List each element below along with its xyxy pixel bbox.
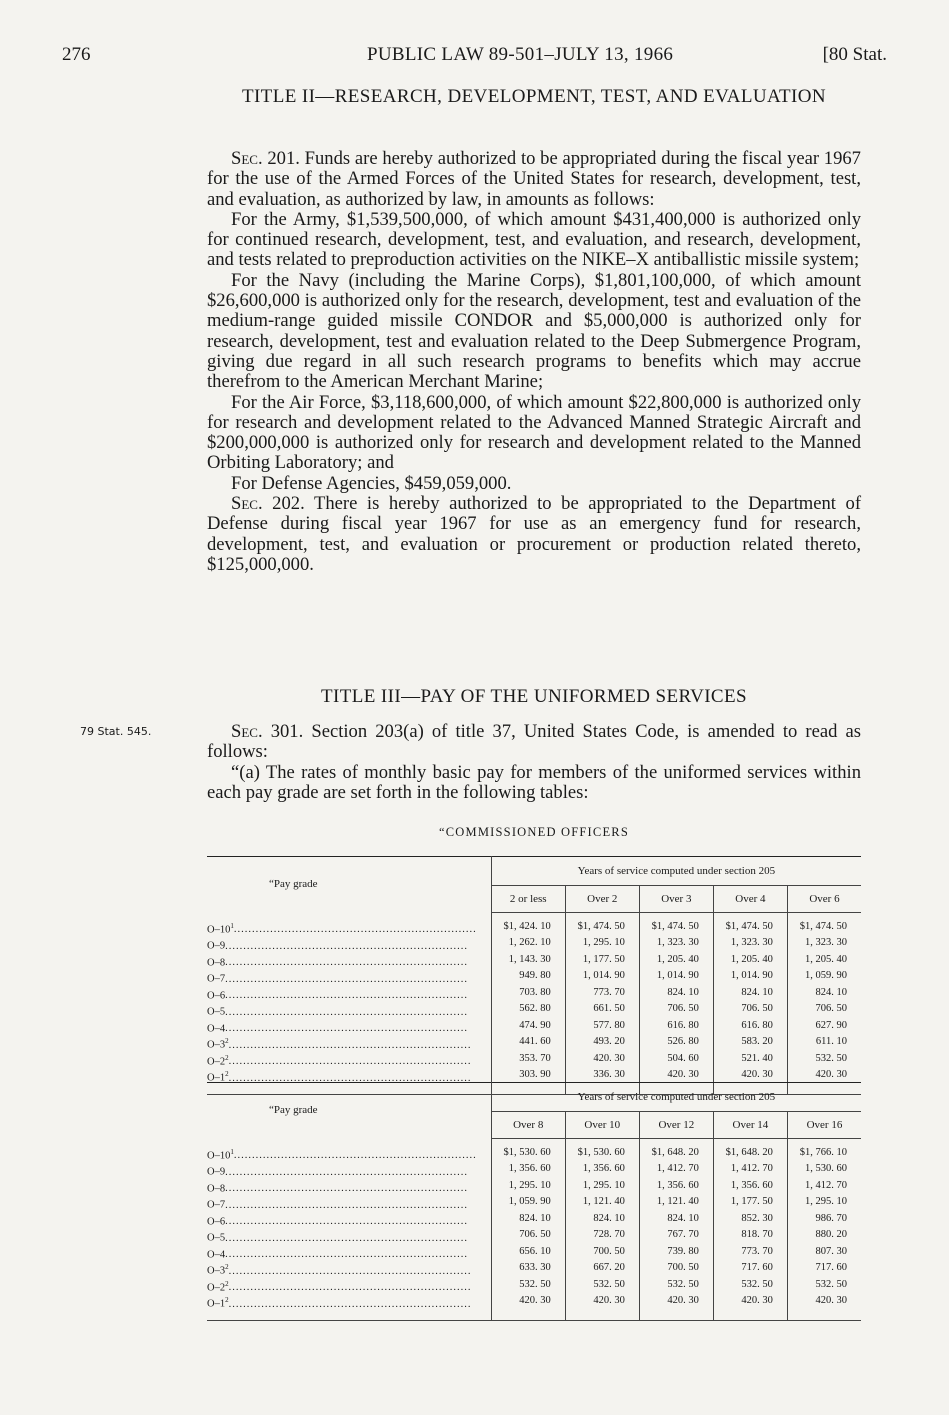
pay-value-cell: 1, 014. 90 [565, 969, 639, 986]
footnote-mark: 2 [225, 1070, 229, 1078]
pay-value-cell: 1, 295. 10 [565, 936, 639, 953]
sec-202 [207, 494, 861, 575]
pay-value-cell: 1, 205. 40 [713, 953, 787, 970]
pay-value-cell: $1, 424. 10 [491, 913, 565, 937]
pay-grade-cell: $O-1^2$ ..... [207, 1294, 491, 1320]
dot-leader [225, 1183, 468, 1194]
table-row [207, 936, 861, 953]
pay-value-cell: 717. 60 [787, 1261, 861, 1278]
pay-grade-cell: O–4 ..... [207, 1245, 491, 1262]
pay-value-cell: 303. 90 [491, 1068, 565, 1094]
table-row [207, 1052, 861, 1069]
footnote-mark: 2 [225, 1263, 229, 1271]
footnote-mark: 2 [225, 1053, 229, 1062]
pay-value-cell: 1, 356. 60 [713, 1179, 787, 1196]
sec-201-intro [207, 149, 861, 210]
sec-202-text: There is hereby authorized to be appropriated to the Department of Defense during fiscal year 1967 for use as an emergency fund for research, development, test, and evaluation or procurement or production related thereto, $125,000,000. [207, 493, 862, 575]
margin-note: 79 Stat. 545. [80, 725, 152, 738]
pay-value-cell: 767. 70 [639, 1228, 713, 1245]
pay-grade-cell: $O-3^2$ ..... [207, 1261, 491, 1278]
pay-value-cell: 1, 323. 30 [787, 936, 861, 953]
pay-grade-cell: $O-2^2$ ..... [207, 1052, 491, 1069]
pay-value-cell: 521. 40 [713, 1052, 787, 1069]
dot-leader [234, 924, 477, 935]
dot-leader [225, 990, 468, 1001]
pay-value-cell: 1, 356. 60 [565, 1162, 639, 1179]
sec-301-quote: “(a) The rates of monthly basic pay for members of the uniformed services within each pay grade are set forth in the following tables: [207, 761, 861, 803]
pay-value-cell: 532. 50 [713, 1278, 787, 1295]
pay-value-cell: 700. 50 [639, 1261, 713, 1278]
pay-value-cell: $1, 648. 20 [713, 1139, 787, 1163]
pay-grade-cell: $O-1^2$ ..... [207, 1068, 491, 1094]
pay-value-cell: 818. 70 [713, 1228, 787, 1245]
dot-leader [225, 974, 468, 985]
title-ii-block [207, 86, 861, 108]
table-row [207, 1035, 861, 1052]
pay-value-cell: 504. 60 [639, 1052, 713, 1069]
column-header: Over 12 [639, 1112, 713, 1139]
header-stat: [80 Stat. [822, 44, 887, 65]
dot-leader [225, 1007, 468, 1018]
pay-grade-cell: O–6 ..... [207, 986, 491, 1003]
column-header: Over 3 [639, 886, 713, 913]
table-row [207, 1294, 861, 1320]
pay-value-cell: 807. 30 [787, 1245, 861, 1262]
table-row [207, 1162, 861, 1179]
pay-value-cell: 1, 121. 40 [565, 1195, 639, 1212]
pay-grade-cell: O–6 ..... [207, 1212, 491, 1229]
pay-value-cell: 1, 014. 90 [713, 969, 787, 986]
pay-value-cell: 824. 10 [491, 1212, 565, 1229]
table-row [207, 1195, 861, 1212]
pay-value-cell: 627. 90 [787, 1019, 861, 1036]
pay-value-cell: 1, 323. 30 [639, 936, 713, 953]
pay-value-cell: 1, 059. 90 [787, 969, 861, 986]
title-iii-heading: TITLE III—PAY OF THE UNIFORMED SERVICES [321, 686, 747, 707]
pay-value-cell: 824. 10 [565, 1212, 639, 1229]
pay-value-cell: 717. 60 [713, 1261, 787, 1278]
pay-value-cell: $1, 474. 50 [787, 913, 861, 937]
pay-value-cell: 1, 143. 30 [491, 953, 565, 970]
pay-value-cell: 616. 80 [639, 1019, 713, 1036]
pay-value-cell: 703. 80 [491, 986, 565, 1003]
title-iii-block [207, 686, 861, 708]
pay-value-cell: 420. 30 [713, 1294, 787, 1320]
pay-value-cell: 880. 20 [787, 1228, 861, 1245]
pay-value-cell: 949. 80 [491, 969, 565, 986]
pay-value-cell: 532. 50 [639, 1278, 713, 1295]
dot-leader [225, 1216, 468, 1227]
pay-grade-cell: O–9 ..... [207, 1162, 491, 1179]
pay-value-cell: 1, 177. 50 [565, 953, 639, 970]
dot-leader [225, 941, 468, 952]
column-header: Over 4 [713, 886, 787, 913]
pay-grade-header: “Pay grade [207, 1083, 491, 1139]
dot-leader [229, 1282, 472, 1293]
pay-value-cell: 420. 30 [713, 1068, 787, 1094]
pay-grade-cell: O–4 ..... [207, 1019, 491, 1036]
pay-value-cell: 773. 70 [565, 986, 639, 1003]
pay-value-cell: 1, 412. 70 [713, 1162, 787, 1179]
pay-value-cell: 1, 356. 60 [639, 1179, 713, 1196]
footnote-mark: 2 [225, 1296, 229, 1304]
table-caption: “COMMISSIONED OFFICERS [439, 825, 629, 839]
sec-201 [207, 149, 861, 575]
sec-201-air-force: For the Air Force, $3,118,600,000, of which amount $22,800,000 is authorized only for research and development related to the Advanced Manned Strategic Aircraft and $200,000,000 is authorized only for research and development related to the Manned Orbiting Laboratory; and [207, 391, 861, 474]
pay-value-cell: 728. 70 [565, 1228, 639, 1245]
table-row [207, 1179, 861, 1196]
pay-value-cell: 611. 10 [787, 1035, 861, 1052]
pay-grade-cell: O–5 ..... [207, 1002, 491, 1019]
column-header: Over 2 [565, 886, 639, 913]
pay-value-cell: 577. 80 [565, 1019, 639, 1036]
footnote-mark: 2 [225, 1037, 229, 1045]
pay-value-cell: 583. 20 [713, 1035, 787, 1052]
pay-value-cell: 420. 30 [565, 1294, 639, 1320]
pay-value-cell: $1, 530. 60 [565, 1139, 639, 1163]
table-row [207, 953, 861, 970]
pay-value-cell: 706. 50 [787, 1002, 861, 1019]
pay-value-cell: 824. 10 [639, 986, 713, 1003]
sec-201-defense: For Defense Agencies, $459,059,000. [231, 472, 512, 494]
years-of-service-header: Years of service computed under section 205 [491, 1083, 861, 1112]
sec-201-army: For the Army, $1,539,500,000, of which amount $431,400,000 is authorized only for continued research, development, test, and evaluation, and research, development, and tests related to preproduction activities on the NIKE–X antiballistic missile system; [207, 208, 861, 271]
pay-value-cell: 420. 30 [491, 1294, 565, 1320]
column-header: Over 10 [565, 1112, 639, 1139]
running-header [62, 44, 887, 72]
footnote-mark: 1 [230, 921, 234, 930]
column-header: 2 or less [491, 886, 565, 913]
pay-value-cell: $1, 766. 10 [787, 1139, 861, 1163]
pay-grade-cell: O–7 ..... [207, 1195, 491, 1212]
pay-value-cell: 706. 50 [491, 1228, 565, 1245]
dot-leader [225, 1200, 468, 1211]
table-row [207, 913, 861, 937]
dot-leader [225, 1249, 468, 1260]
pay-value-cell: 700. 50 [565, 1245, 639, 1262]
pay-value-cell: 493. 20 [565, 1035, 639, 1052]
years-of-service-header: Years of service computed under section 205 [491, 857, 861, 886]
pay-value-cell: 852. 30 [713, 1212, 787, 1229]
pay-value-cell: $1, 474. 50 [565, 913, 639, 937]
column-header: Over 8 [491, 1112, 565, 1139]
dot-leader [225, 1023, 468, 1034]
dot-leader [234, 1150, 477, 1161]
pay-value-cell: 532. 50 [787, 1052, 861, 1069]
table-row [207, 1228, 861, 1245]
pay-grade-cell: $O-10^1$ ..... [207, 913, 491, 937]
table-row [207, 969, 861, 986]
pay-value-cell: 420. 30 [787, 1294, 861, 1320]
dot-leader [229, 1040, 472, 1051]
sec-301-label: Sec. 301. [231, 721, 304, 742]
footnote-mark: 2 [225, 1279, 229, 1288]
pay-table-2 [207, 1082, 861, 1321]
pay-grade-cell: O–9 ..... [207, 936, 491, 953]
pay-value-cell: 706. 50 [713, 1002, 787, 1019]
dot-leader [229, 1056, 472, 1067]
table-row [207, 1002, 861, 1019]
pay-grade-cell: $O-3^2$ ..... [207, 1035, 491, 1052]
pay-value-cell: 667. 20 [565, 1261, 639, 1278]
footnote-mark: 1 [230, 1147, 234, 1156]
pay-grade-cell: O–5 ..... [207, 1228, 491, 1245]
pay-value-cell: 474. 90 [491, 1019, 565, 1036]
sec-201-text: Funds are hereby authorized to be appropriated during the fiscal year 1967 for the use of the Armed Forces of the United States for research, development, test, and evaluation, as authorized by law, in amounts as follows: [207, 148, 861, 210]
dot-leader [225, 1167, 468, 1178]
pay-value-cell: 1, 121. 40 [639, 1195, 713, 1212]
column-header: Over 16 [787, 1112, 861, 1139]
pay-value-cell: 1, 014. 90 [639, 969, 713, 986]
pay-value-cell: 336. 30 [565, 1068, 639, 1094]
pay-value-cell: 1, 295. 10 [491, 1179, 565, 1196]
pay-value-cell: 1, 295. 10 [787, 1195, 861, 1212]
pay-value-cell: 1, 295. 10 [565, 1179, 639, 1196]
pay-grade-cell: O–8 ..... [207, 953, 491, 970]
pay-grade-cell: $O-10^1$ ..... [207, 1139, 491, 1163]
pay-value-cell: $1, 474. 50 [713, 913, 787, 937]
column-header: Over 6 [787, 886, 861, 913]
pay-value-cell: 1, 530. 60 [787, 1162, 861, 1179]
pay-value-cell: 633. 30 [491, 1261, 565, 1278]
title-ii-heading: TITLE II—RESEARCH, DEVELOPMENT, TEST, AND EVALUATION [241, 86, 827, 107]
pay-value-cell: 824. 10 [787, 986, 861, 1003]
sec-201-label: Sec. 201. [231, 148, 300, 169]
table-row [207, 986, 861, 1003]
pay-value-cell: 441. 60 [491, 1035, 565, 1052]
pay-value-cell: 1, 205. 40 [639, 953, 713, 970]
table-row [207, 1139, 861, 1163]
column-header: Over 14 [713, 1112, 787, 1139]
pay-value-cell: 562. 80 [491, 1002, 565, 1019]
pay-value-cell: 1, 262. 10 [491, 936, 565, 953]
header-title: PUBLIC LAW 89-501–JULY 13, 1966 [367, 44, 674, 65]
pay-value-cell: 824. 10 [639, 1212, 713, 1229]
page-number: 276 [62, 44, 91, 65]
pay-value-cell: 1, 356. 60 [491, 1162, 565, 1179]
sec-301 [207, 722, 861, 803]
pay-value-cell: 532. 50 [787, 1278, 861, 1295]
table-row [207, 1278, 861, 1295]
pay-value-cell: 532. 50 [565, 1278, 639, 1295]
pay-grade-header: “Pay grade [207, 857, 491, 913]
pay-value-cell: 986. 70 [787, 1212, 861, 1229]
pay-grade-cell: O–7 ..... [207, 969, 491, 986]
pay-value-cell: 420. 30 [787, 1068, 861, 1094]
pay-value-cell: 656. 10 [491, 1245, 565, 1262]
pay-grade-cell: $O-2^2$ ..... [207, 1278, 491, 1295]
pay-value-cell: 420. 30 [639, 1068, 713, 1094]
pay-value-cell: 661. 50 [565, 1002, 639, 1019]
pay-value-cell: 706. 50 [639, 1002, 713, 1019]
pay-value-cell: $1, 474. 50 [639, 913, 713, 937]
pay-value-cell: 1, 412. 70 [787, 1179, 861, 1196]
table-row [207, 1261, 861, 1278]
pay-value-cell: $1, 530. 60 [491, 1139, 565, 1163]
pay-value-cell: 1, 059. 90 [491, 1195, 565, 1212]
sec-202-label: Sec. 202. [231, 493, 305, 515]
pay-value-cell: 420. 30 [565, 1052, 639, 1069]
pay-value-cell: $1, 648. 20 [639, 1139, 713, 1163]
pay-grade-cell: O–8 ..... [207, 1179, 491, 1196]
dot-leader [225, 957, 468, 968]
dot-leader [225, 1233, 468, 1244]
pay-table-1 [207, 856, 861, 1095]
table-row [207, 1245, 861, 1262]
pay-value-cell: 353. 70 [491, 1052, 565, 1069]
pay-value-cell: 532. 50 [491, 1278, 565, 1295]
pay-value-cell: 1, 412. 70 [639, 1162, 713, 1179]
pay-value-cell: 824. 10 [713, 986, 787, 1003]
sec-201-navy: For the Navy (including the Marine Corps), $1,801,100,000, of which amount $26,600,000 is authorized only for the research, development, test and evaluation of the medium-range guided missile CONDOR and $5,000,000 is authorized only for research, development, test and evaluation related to the Deep Submergence Program, giving due regard in all such research programs to benefits which may accrue therefrom to the American Merchant Marine; [207, 269, 861, 393]
dot-leader [229, 1266, 472, 1277]
sec-301-text: Sec. 301. Section 203(a) of title 37, United States Code, is amended to read as follows: [207, 721, 861, 763]
pay-value-cell: 526. 80 [639, 1035, 713, 1052]
dot-leader [229, 1299, 472, 1310]
pay-value-cell: 616. 80 [713, 1019, 787, 1036]
pay-value-cell: 1, 205. 40 [787, 953, 861, 970]
pay-value-cell: 773. 70 [713, 1245, 787, 1262]
table-row [207, 1019, 861, 1036]
pay-value-cell: 1, 177. 50 [713, 1195, 787, 1212]
pay-value-cell: 420. 30 [639, 1294, 713, 1320]
pay-value-cell: 739. 80 [639, 1245, 713, 1262]
pay-value-cell: 1, 323. 30 [713, 936, 787, 953]
table-row [207, 1212, 861, 1229]
